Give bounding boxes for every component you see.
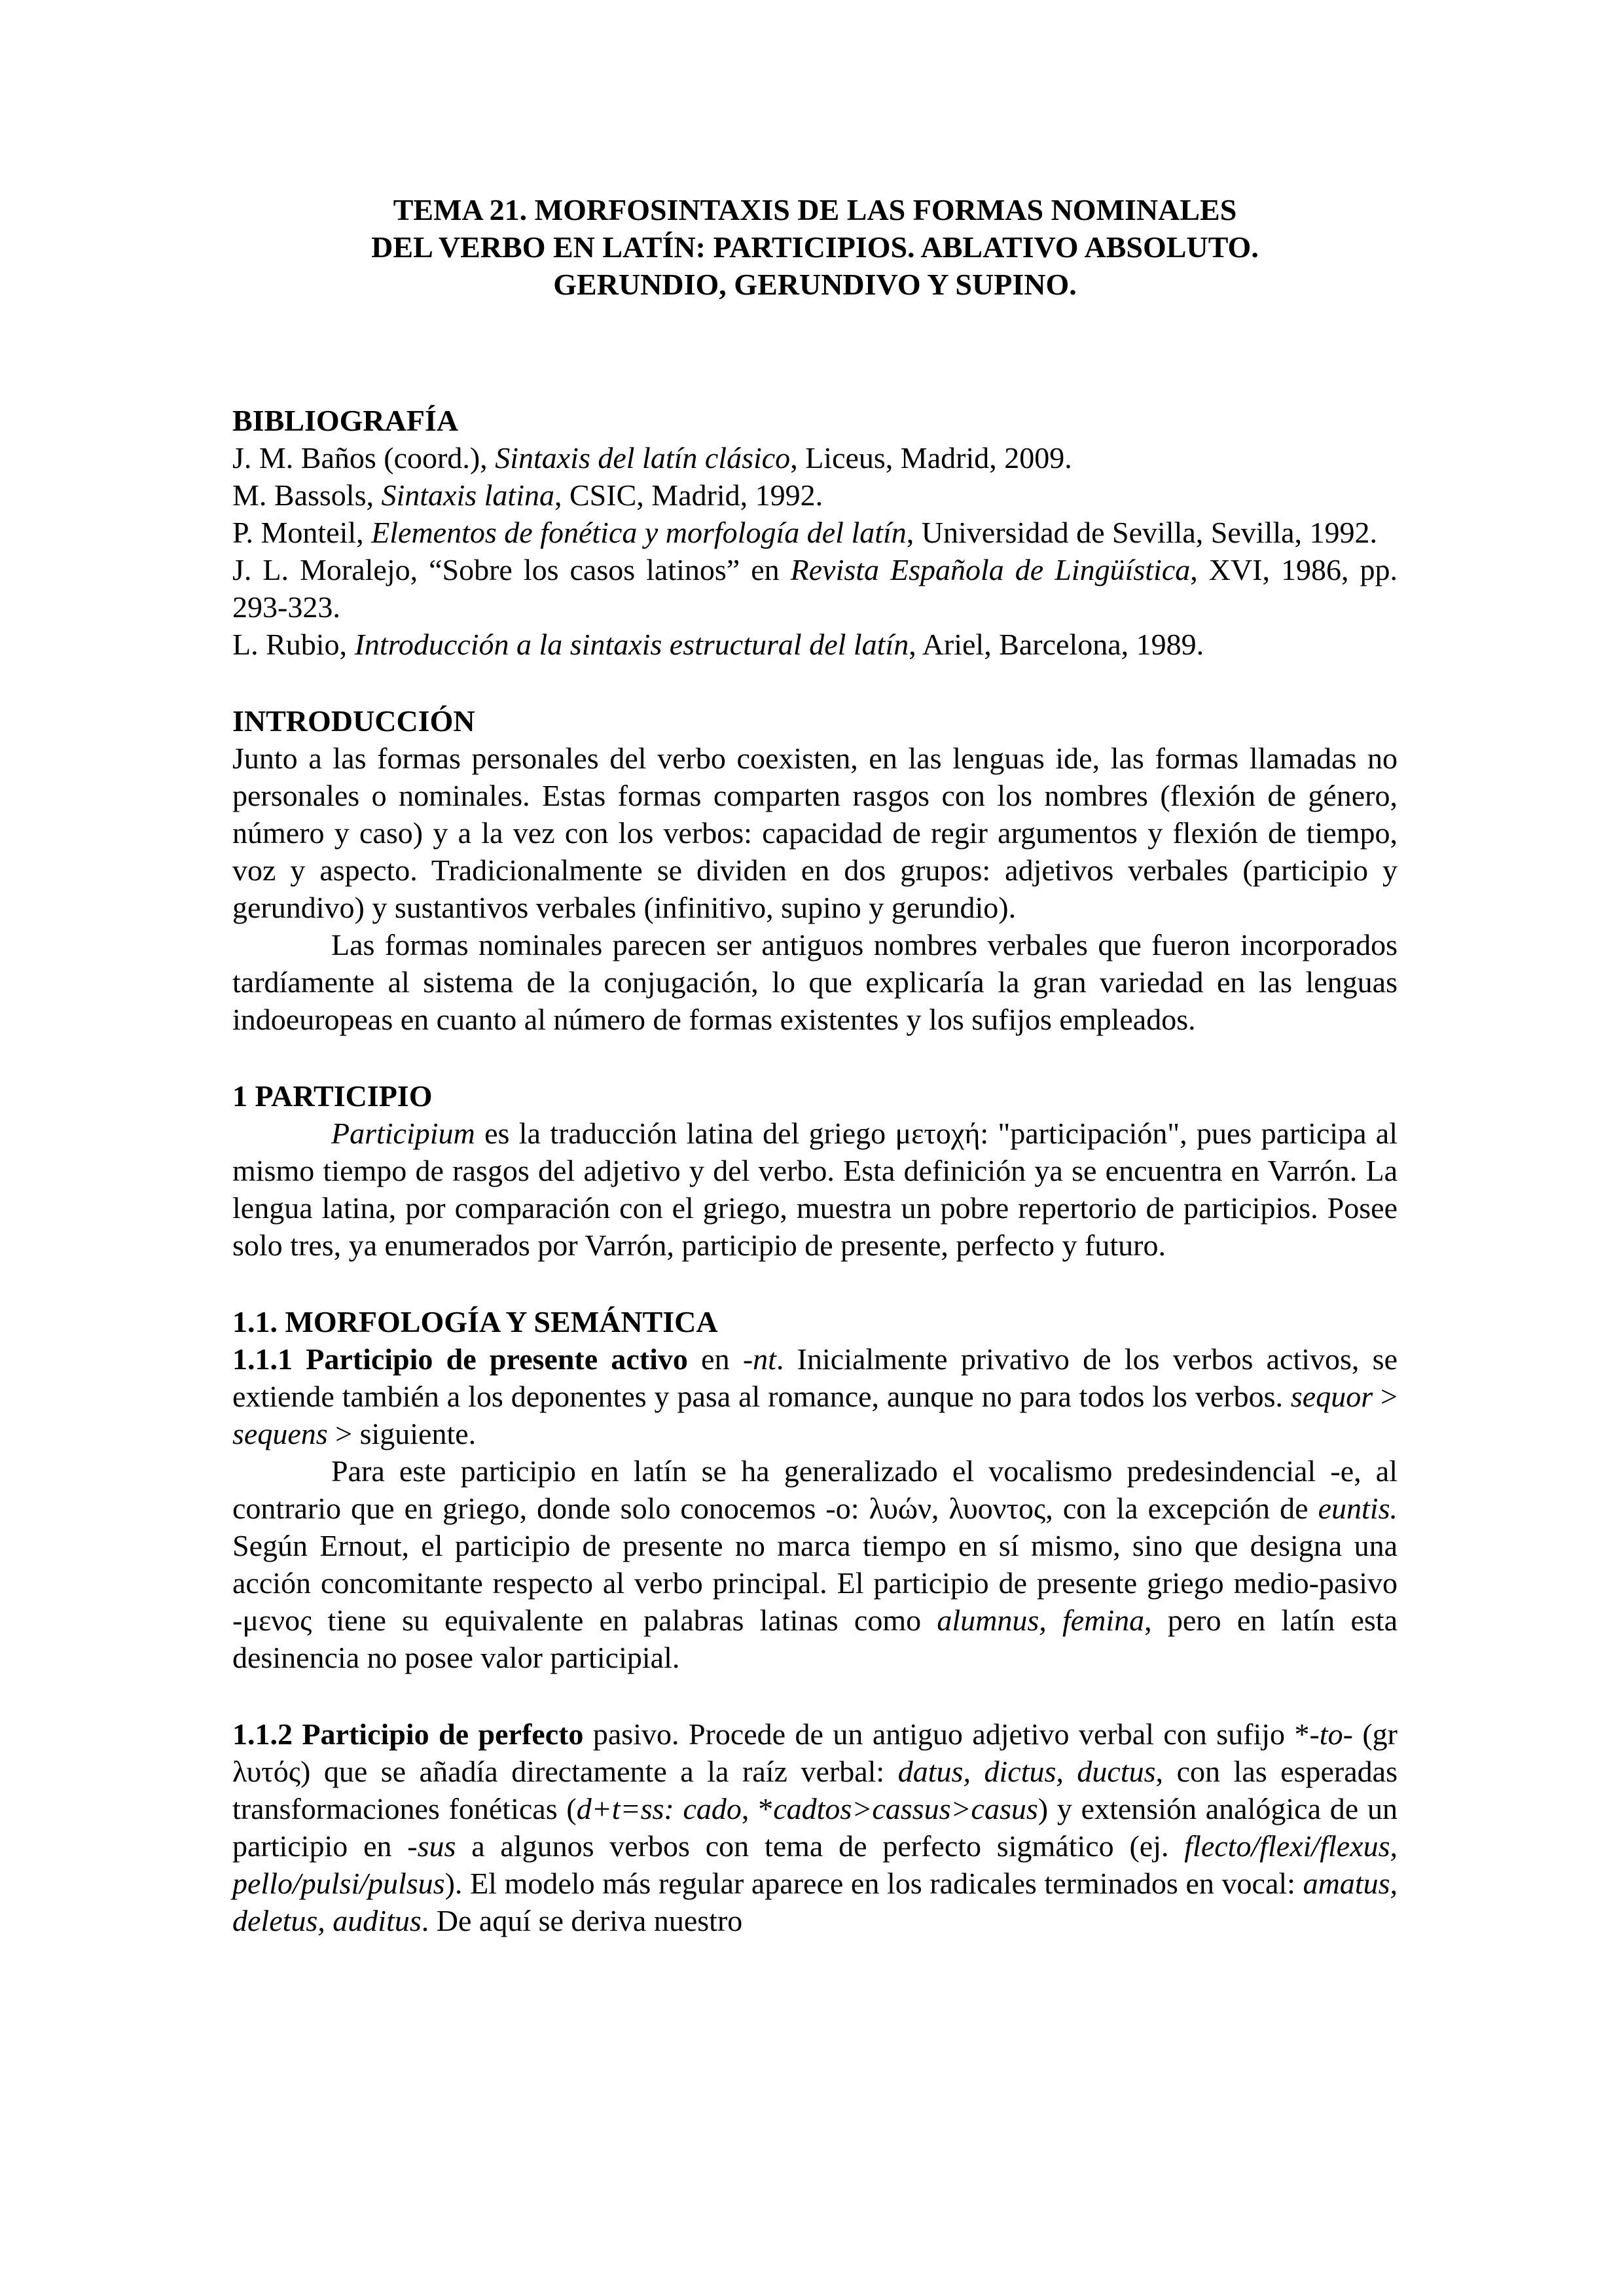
spacer bbox=[232, 663, 1398, 702]
italic-term: flecto/flexi/flexus, pello/pulsi/pulsus bbox=[232, 1829, 1398, 1900]
bibliography-entry bbox=[232, 514, 1398, 551]
introduction-section bbox=[232, 702, 1398, 1038]
intro-paragraph-2: Las formas nominales parecen ser antiguos nombres verbales que fueron incorporados tardíamente al sistema de la conjugación, lo que explicaría la gran variedad en las lenguas indoeuropeas en cuanto al número de formas existentes y los sufijos empleados. bbox=[232, 928, 1398, 1036]
spacer bbox=[232, 1264, 1398, 1303]
italic-term: -sus bbox=[407, 1829, 456, 1863]
document-page bbox=[232, 191, 1398, 1939]
subsection-title: 1.1.2 Participio de perfecto bbox=[232, 1717, 584, 1751]
bibliography-section bbox=[232, 402, 1398, 663]
morfologia-heading: 1.1. MORFOLOGÍA Y SEMÁNTICA bbox=[232, 1305, 718, 1338]
italic-term: euntis. bbox=[1318, 1492, 1398, 1525]
subsection-1-1-2 bbox=[232, 1715, 1398, 1939]
entry-author: P. Monteil, bbox=[232, 516, 372, 549]
text: Para este participio en latín se ha generalizado el vocalismo predesindencial -e, al contrario que en griego, donde solo conocemos -o: λυών, λυοντος, con la excepción de bbox=[232, 1454, 1398, 1525]
italic-term: d+t=ss: cado bbox=[576, 1792, 742, 1825]
introduction-heading: INTRODUCCIÓN bbox=[232, 704, 475, 738]
italic-term: amatus, deletus, auditus bbox=[232, 1867, 1398, 1937]
text: pasivo. Procede de un antiguo adjetivo verbal con sufijo *- bbox=[583, 1717, 1320, 1751]
title-line-2: DEL VERBO EN LATÍN: PARTICIPIOS. ABLATIVO ABSOLUTO. bbox=[371, 230, 1259, 264]
text: en bbox=[687, 1342, 743, 1376]
italic-term: Participium bbox=[331, 1117, 475, 1150]
text: > bbox=[1373, 1380, 1398, 1413]
spacer bbox=[232, 1038, 1398, 1077]
entry-title: Elementos de fonética y morfología del latín bbox=[371, 516, 907, 549]
entry-author: J. L. Moralejo, “Sobre los casos latinos” en bbox=[232, 553, 791, 586]
participio-paragraph bbox=[232, 1115, 1398, 1264]
text: > siguiente. bbox=[327, 1417, 477, 1450]
subsection-title: 1.1.1 Participio de presente activo bbox=[232, 1342, 688, 1376]
entry-publisher: , XVI, 1986, pp. 293-323. bbox=[232, 553, 1398, 624]
subsection-1-1-1 bbox=[232, 1340, 1398, 1452]
entry-title: Revista Española de Lingüística bbox=[790, 553, 1191, 586]
entry-publisher: , Ariel, Barcelona, 1989. bbox=[909, 628, 1204, 661]
participio-heading: 1 PARTICIPIO bbox=[232, 1079, 433, 1113]
intro-paragraph-1: Junto a las formas personales del verbo coexisten, en las lenguas ide, las formas llamadas no personales o nominales. Estas formas comparten rasgos con los nombres (flexión de género, número y caso) y a la vez con los verbos: capacidad de regir argumentos y flexión de tiempo, voz y aspecto. Tradicionalmente se dividen en dos grupos: adjetivos verbales (participio y gerundivo) y sustantivos verbales (infinitivo, supino y gerundio). bbox=[232, 742, 1398, 924]
paragraph-text: es la traducción latina del griego μετοχή: "participación", pues participa al mismo tiempo de rasgos del adjetivo y del verbo. Esta definición ya se encuentra en Varrón. La lengua latina, por comparación con el griego, muestra un pobre repertorio de participios. Posee solo tres, ya enumerados por Varrón, participio de presente, perfecto y futuro. bbox=[232, 1117, 1398, 1262]
bibliography-entry bbox=[232, 626, 1398, 663]
entry-publisher: , CSIC, Madrid, 1992. bbox=[554, 478, 823, 512]
italic-term: sequor bbox=[1290, 1380, 1373, 1413]
italic-term: to bbox=[1319, 1717, 1343, 1751]
spacer bbox=[232, 1676, 1398, 1715]
entry-title: Introducción a la sintaxis estructural del latín bbox=[354, 628, 909, 661]
italic-term: datus, dictus, ductus bbox=[897, 1755, 1156, 1788]
presente-paragraph bbox=[232, 1452, 1398, 1676]
text: , pero en latín esta desinencia no posee valor participial. bbox=[232, 1604, 1398, 1674]
bibliography-entry bbox=[232, 476, 1398, 514]
text: , * bbox=[741, 1792, 774, 1825]
title-line-3: GERUNDIO, GERUNDIVO Y SUPINO. bbox=[553, 268, 1077, 301]
text: , con las esperadas transformaciones fonéticas ( bbox=[232, 1755, 1398, 1825]
text: - (gr λυτός) que se añadía directamente a la raíz verbal: bbox=[232, 1717, 1398, 1788]
italic-term: cadtos>cassus>casus bbox=[773, 1792, 1038, 1825]
text: ). El modelo más regular aparece en los radicales terminados en vocal: bbox=[444, 1867, 1303, 1900]
title-line-1: TEMA 21. MORFOSINTAXIS DE LAS FORMAS NOMINALES bbox=[393, 193, 1237, 226]
italic-term: alumnus, femina bbox=[937, 1604, 1145, 1637]
entry-author: J. M. Baños (coord.), bbox=[232, 441, 496, 475]
entry-publisher: , Liceus, Madrid, 2009. bbox=[790, 441, 1072, 475]
text: Según Ernout, el participio de presente no marca tiempo en sí mismo, sino que designa una acción concomitante respecto al verbo principal. El participio de presente griego medio-pasivo -μενος tiene su equivalente en palabras latinas como bbox=[232, 1529, 1398, 1637]
bibliography-entry bbox=[232, 439, 1398, 476]
entry-publisher: , Universidad de Sevilla, Sevilla, 1992. bbox=[906, 516, 1378, 549]
document-title bbox=[232, 191, 1398, 303]
italic-term: sequens bbox=[232, 1417, 328, 1450]
entry-title: Sintaxis del latín clásico bbox=[495, 441, 791, 475]
text: . Inicialmente privativo de los verbos activos, se extiende también a los deponentes y pasa al romance, aunque no para todos los verbos. bbox=[232, 1342, 1398, 1413]
bibliography-heading: BIBLIOGRAFÍA bbox=[232, 404, 459, 437]
bibliography-entry bbox=[232, 551, 1398, 626]
text: a algunos verbos con tema de perfecto sigmático (ej. bbox=[456, 1829, 1185, 1863]
participio-section bbox=[232, 1077, 1398, 1264]
morfologia-section bbox=[232, 1303, 1398, 1939]
entry-author: L. Rubio, bbox=[232, 628, 355, 661]
entry-author: M. Bassols, bbox=[232, 478, 382, 512]
italic-term: -nt bbox=[742, 1342, 776, 1376]
text: ) y extensión analógica de un participio en bbox=[232, 1792, 1398, 1863]
entry-title: Sintaxis latina bbox=[381, 478, 554, 512]
text: . De aquí se deriva nuestro bbox=[421, 1904, 743, 1937]
